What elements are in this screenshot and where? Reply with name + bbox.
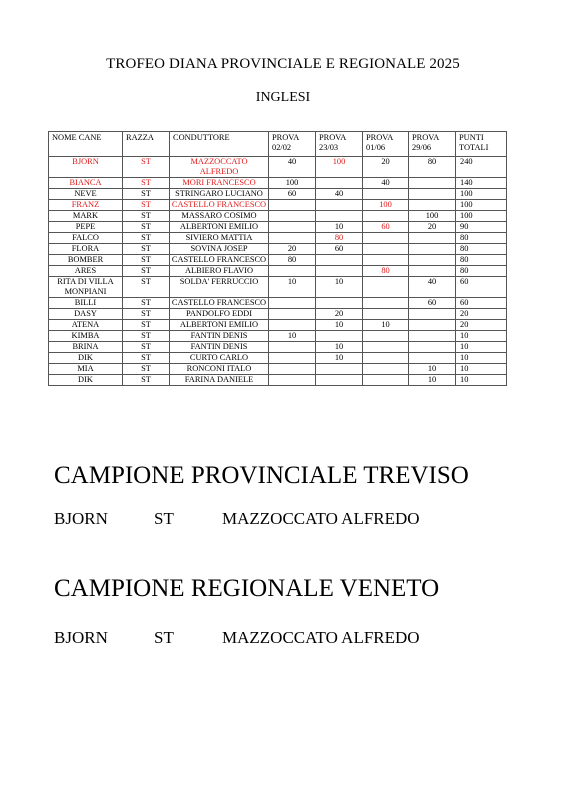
prova-3-cell: [363, 298, 409, 309]
punti-totali-cell: 140: [456, 178, 507, 189]
razza-cell: ST: [123, 331, 170, 342]
prova-2-cell: 10: [316, 353, 363, 364]
punti-totali-cell: 10: [456, 342, 507, 353]
nome-cane-cell: BJORN: [49, 157, 123, 178]
nome-cane-cell: MIA: [49, 364, 123, 375]
table-row: [49, 331, 507, 342]
conduttore-cell: STRINGARO LUCIANO: [170, 189, 269, 200]
prova-2-cell: [316, 331, 363, 342]
prova-2-cell: 10: [316, 342, 363, 353]
prova-1-cell: [269, 375, 316, 386]
conduttore-cell: MAZZOCCATO ALFREDO: [170, 157, 269, 178]
document-subtitle: INGLESI: [255, 90, 311, 105]
prova-4-cell: 100: [409, 211, 456, 222]
razza-cell: ST: [123, 309, 170, 320]
table-row: [49, 233, 507, 244]
prova-4-cell: [409, 200, 456, 211]
prova-1-cell: [269, 353, 316, 364]
nome-cane-cell: FLORA: [49, 244, 123, 255]
prova-4-cell: [409, 178, 456, 189]
razza-cell: ST: [123, 178, 170, 189]
punti-totali-cell: 20: [456, 309, 507, 320]
table-row: [49, 244, 507, 255]
nome-cane-cell: KIMBA: [49, 331, 123, 342]
prova-4-cell: [409, 309, 456, 320]
provincial-champion-title: CAMPIONE PROVINCIALE TREVISO: [54, 462, 469, 489]
prova-2-cell: 80: [316, 233, 363, 244]
nome-cane-cell: ATENA: [49, 320, 123, 331]
nome-cane-cell: FRANZ: [49, 200, 123, 211]
table-row: [49, 266, 507, 277]
conduttore-cell: SOLDA' FERRUCCIO: [170, 277, 269, 298]
conduttore-cell: PANDOLFO EDDI: [170, 309, 269, 320]
prova-4-cell: 10: [409, 375, 456, 386]
header-prova-3: PROVA 01/06: [363, 132, 409, 157]
nome-cane-cell: BILLI: [49, 298, 123, 309]
punti-totali-cell: 90: [456, 222, 507, 233]
table-row: [49, 277, 507, 298]
prova-3-cell: 40: [363, 178, 409, 189]
prova-2-cell: [316, 298, 363, 309]
punti-totali-cell: 100: [456, 200, 507, 211]
prova-3-cell: [363, 331, 409, 342]
prova-3-cell: [363, 211, 409, 222]
provincial-champion-dog: BJORN: [54, 509, 108, 528]
prova-2-cell: 60: [316, 244, 363, 255]
prova-1-cell: [269, 266, 316, 277]
prova-4-cell: [409, 266, 456, 277]
table-row: [49, 364, 507, 375]
punti-totali-cell: 10: [456, 331, 507, 342]
nome-cane-cell: DASY: [49, 309, 123, 320]
prova-1-cell: 40: [269, 157, 316, 178]
punti-totali-cell: 240: [456, 157, 507, 178]
razza-cell: ST: [123, 353, 170, 364]
prova-4-cell: [409, 244, 456, 255]
prova-4-cell: [409, 342, 456, 353]
conduttore-cell: ALBERTONI EMILIO: [170, 222, 269, 233]
table-row: [49, 222, 507, 233]
table-row: [49, 375, 507, 386]
table-row: [49, 255, 507, 266]
nome-cane-cell: BIANCA: [49, 178, 123, 189]
prova-3-cell: [363, 189, 409, 200]
prova-2-cell: 10: [316, 222, 363, 233]
prova-3-cell: [363, 364, 409, 375]
conduttore-cell: FANTIN DENIS: [170, 331, 269, 342]
table-header-row: [49, 132, 507, 157]
prova-1-cell: [269, 211, 316, 222]
razza-cell: ST: [123, 200, 170, 211]
razza-cell: ST: [123, 157, 170, 178]
conduttore-cell: SOVINA JOSEP: [170, 244, 269, 255]
prova-3-cell: [363, 375, 409, 386]
razza-cell: ST: [123, 211, 170, 222]
punti-totali-cell: 80: [456, 244, 507, 255]
document-title: TROFEO DIANA PROVINCIALE E REGIONALE 2025: [106, 56, 460, 72]
prova-2-cell: 100: [316, 157, 363, 178]
nome-cane-cell: DIK: [49, 353, 123, 364]
header-razza: RAZZA: [123, 132, 170, 157]
results-table: [48, 131, 507, 386]
razza-cell: ST: [123, 342, 170, 353]
prova-4-cell: 10: [409, 364, 456, 375]
punti-totali-cell: 80: [456, 266, 507, 277]
prova-1-cell: 100: [269, 178, 316, 189]
prova-4-cell: [409, 233, 456, 244]
table-row: [49, 342, 507, 353]
razza-cell: ST: [123, 320, 170, 331]
prova-4-cell: 80: [409, 157, 456, 178]
prova-2-cell: [316, 375, 363, 386]
prova-1-cell: 60: [269, 189, 316, 200]
header-punti-totali: PUNTI TOTALI: [456, 132, 507, 157]
regional-champion-handler: MAZZOCCATO ALFREDO: [222, 628, 420, 647]
nome-cane-cell: MARK: [49, 211, 123, 222]
razza-cell: ST: [123, 233, 170, 244]
prova-1-cell: [269, 298, 316, 309]
table-row: [49, 309, 507, 320]
table-row: [49, 320, 507, 331]
punti-totali-cell: 80: [456, 233, 507, 244]
prova-1-cell: [269, 320, 316, 331]
prova-4-cell: [409, 255, 456, 266]
razza-cell: ST: [123, 266, 170, 277]
prova-3-cell: [363, 255, 409, 266]
prova-1-cell: [269, 222, 316, 233]
conduttore-cell: MORI FRANCESCO: [170, 178, 269, 189]
nome-cane-cell: PEPE: [49, 222, 123, 233]
prova-3-cell: [363, 342, 409, 353]
prova-3-cell: [363, 353, 409, 364]
punti-totali-cell: 10: [456, 364, 507, 375]
provincial-champion-handler: MAZZOCCATO ALFREDO: [222, 509, 420, 528]
prova-3-cell: [363, 309, 409, 320]
header-conduttore: CONDUTTORE: [170, 132, 269, 157]
prova-3-cell: 80: [363, 266, 409, 277]
prova-3-cell: [363, 277, 409, 298]
prova-1-cell: [269, 342, 316, 353]
header-prova-1: PROVA 02/02: [269, 132, 316, 157]
nome-cane-cell: RITA DI VILLA MONPIANI: [49, 277, 123, 298]
prova-2-cell: [316, 211, 363, 222]
razza-cell: ST: [123, 244, 170, 255]
table-row: [49, 200, 507, 211]
prova-4-cell: [409, 353, 456, 364]
prova-4-cell: 40: [409, 277, 456, 298]
prova-4-cell: [409, 331, 456, 342]
conduttore-cell: SIVIERO MATTIA: [170, 233, 269, 244]
prova-3-cell: 100: [363, 200, 409, 211]
conduttore-cell: FANTIN DENIS: [170, 342, 269, 353]
prova-1-cell: [269, 200, 316, 211]
regional-champion-title: CAMPIONE REGIONALE VENETO: [54, 575, 440, 602]
conduttore-cell: CASTELLO FRANCESCO: [170, 200, 269, 211]
prova-3-cell: [363, 244, 409, 255]
table-row: [49, 353, 507, 364]
prova-2-cell: 10: [316, 320, 363, 331]
punti-totali-cell: 80: [456, 255, 507, 266]
razza-cell: ST: [123, 277, 170, 298]
punti-totali-cell: 10: [456, 375, 507, 386]
prova-2-cell: 20: [316, 309, 363, 320]
nome-cane-cell: BRINA: [49, 342, 123, 353]
conduttore-cell: CASTELLO FRANCESCO: [170, 298, 269, 309]
razza-cell: ST: [123, 364, 170, 375]
table-row: [49, 211, 507, 222]
punti-totali-cell: 10: [456, 353, 507, 364]
punti-totali-cell: 20: [456, 320, 507, 331]
razza-cell: ST: [123, 189, 170, 200]
conduttore-cell: ALBIERO FLAVIO: [170, 266, 269, 277]
table-row: [49, 189, 507, 200]
prova-1-cell: 10: [269, 331, 316, 342]
prova-3-cell: 60: [363, 222, 409, 233]
nome-cane-cell: BOMBER: [49, 255, 123, 266]
nome-cane-cell: ARES: [49, 266, 123, 277]
conduttore-cell: FARINA DANIELE: [170, 375, 269, 386]
conduttore-cell: ALBERTONI EMILIO: [170, 320, 269, 331]
prova-2-cell: 10: [316, 277, 363, 298]
header-prova-4: PROVA 29/06: [409, 132, 456, 157]
punti-totali-cell: 60: [456, 277, 507, 298]
table-row: [49, 298, 507, 309]
prova-1-cell: 20: [269, 244, 316, 255]
provincial-champion-breed: ST: [154, 509, 174, 528]
razza-cell: ST: [123, 255, 170, 266]
prova-1-cell: [269, 233, 316, 244]
nome-cane-cell: DIK: [49, 375, 123, 386]
conduttore-cell: MASSARO COSIMO: [170, 211, 269, 222]
prova-4-cell: 20: [409, 222, 456, 233]
prova-2-cell: 40: [316, 189, 363, 200]
prova-1-cell: 10: [269, 277, 316, 298]
nome-cane-cell: NEVE: [49, 189, 123, 200]
prova-1-cell: 80: [269, 255, 316, 266]
prova-4-cell: 60: [409, 298, 456, 309]
razza-cell: ST: [123, 298, 170, 309]
razza-cell: ST: [123, 222, 170, 233]
punti-totali-cell: 100: [456, 189, 507, 200]
prova-2-cell: [316, 200, 363, 211]
header-prova-2: PROVA 23/03: [316, 132, 363, 157]
prova-2-cell: [316, 178, 363, 189]
table-row: [49, 157, 507, 178]
prova-4-cell: [409, 320, 456, 331]
razza-cell: ST: [123, 375, 170, 386]
table-body: [49, 157, 507, 386]
regional-champion-dog: BJORN: [54, 628, 108, 647]
punti-totali-cell: 100: [456, 211, 507, 222]
prova-4-cell: [409, 189, 456, 200]
punti-totali-cell: 60: [456, 298, 507, 309]
prova-2-cell: [316, 266, 363, 277]
prova-3-cell: 20: [363, 157, 409, 178]
regional-champion-breed: ST: [154, 628, 174, 647]
prova-2-cell: [316, 364, 363, 375]
nome-cane-cell: FALCO: [49, 233, 123, 244]
conduttore-cell: CASTELLO FRANCESCO: [170, 255, 269, 266]
prova-1-cell: [269, 364, 316, 375]
prova-3-cell: [363, 233, 409, 244]
prova-2-cell: [316, 255, 363, 266]
prova-1-cell: [269, 309, 316, 320]
header-nome-cane: NOME CANE: [49, 132, 123, 157]
table-row: [49, 178, 507, 189]
conduttore-cell: RONCONI ITALO: [170, 364, 269, 375]
conduttore-cell: CURTO CARLO: [170, 353, 269, 364]
prova-3-cell: 10: [363, 320, 409, 331]
